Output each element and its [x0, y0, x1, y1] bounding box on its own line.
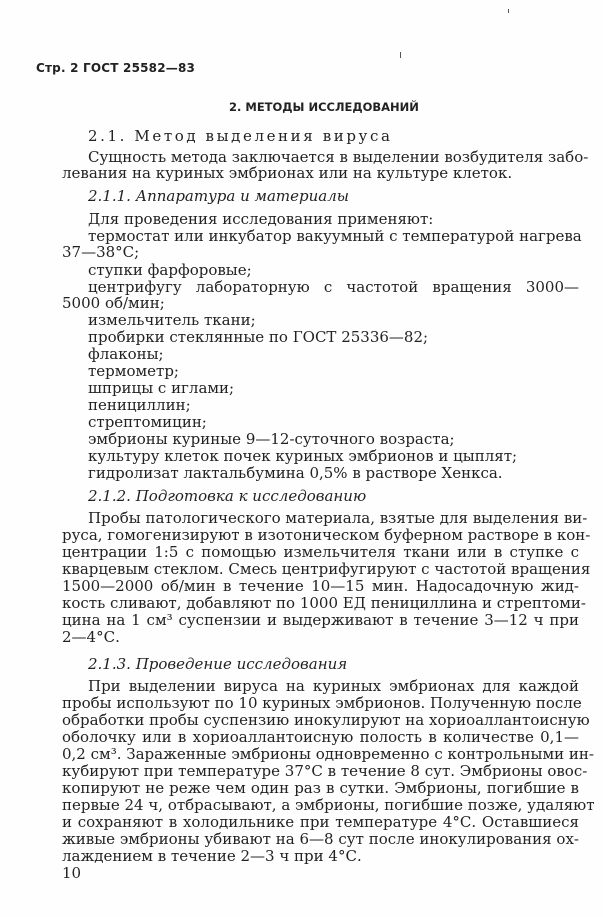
paragraph-line: 2—4°С. — [62, 628, 120, 646]
list-item: стрептомицин; — [88, 413, 207, 431]
subsection-title-2-1: 2.1. Метод выделения вируса — [88, 127, 393, 145]
section-title: 2. МЕТОДЫ ИССЛЕДОВАНИЙ — [229, 100, 419, 114]
list-item: флаконы; — [88, 345, 164, 363]
list-item: центрифугу лабораторную с частотой вращения 3000— — [88, 278, 579, 296]
list-item: измельчитель ткани; — [88, 311, 256, 329]
page-number: 10 — [62, 864, 82, 882]
list-item: 5000 об/мин; — [62, 294, 165, 312]
subsection-title-2-1-3: 2.1.3. Проведение исследования — [88, 655, 348, 673]
paragraph-line: Пробы патологического материала, взятые для выделения ви- — [88, 509, 588, 527]
paragraph-line: руса, гомогенизируют в изотоническом буферном растворе в кон- — [62, 526, 591, 544]
paragraph-line: цина на 1 см³ суспензии и выдерживают в течение 3—12 ч при — [62, 611, 579, 629]
paragraph-line: кубируют при температуре 37°С в течение 8 сут. Эмбрионы овос- — [62, 762, 588, 780]
paragraph-line: первые 24 ч, отбрасывают, а эмбрионы, погибшие позже, удаляют — [62, 796, 595, 814]
paragraph-line: 1500—2000 об/мин в течение 10—15 мин. Надосадочную жид- — [62, 577, 579, 595]
paragraph-line: левания на куриных эмбрионах или на культуре клеток. — [62, 164, 513, 182]
subsection-title-2-1-2: 2.1.2. Подготовка к исследованию — [88, 487, 367, 505]
scan-mark — [400, 52, 401, 58]
paragraph-line: обработки пробы суспензию инокулируют на хориоаллантоисную — [62, 711, 590, 729]
paragraph-line: живые эмбрионы убивают на 6—8 сут после инокулирования ох- — [62, 830, 579, 848]
paragraph-line: 0,2 см³. Зараженные эмбрионы одновременно с контрольными ин- — [62, 745, 594, 763]
paragraph-line: пробы используют по 10 куриных эмбрионов. Полученную после — [62, 694, 582, 712]
subsection-title-2-1-1: 2.1.1. Аппаратура и материалы — [88, 187, 349, 205]
list-item: культуру клеток почек куриных эмбрионов и цыплят; — [88, 447, 518, 465]
paragraph-line: центрации 1:5 с помощью измельчителя ткани или в ступке с — [62, 543, 579, 561]
paragraph-line: кость сливают, добавляют по 1000 ЕД пенициллина и стрептоми- — [62, 594, 586, 612]
paragraph-line: Сущность метода заключается в выделении возбудителя забо- — [88, 148, 589, 166]
page-header: Стр. 2 ГОСТ 25582—83 — [36, 61, 196, 75]
scan-mark — [508, 9, 509, 13]
list-item: эмбрионы куриные 9—12-суточного возраста; — [88, 430, 455, 448]
paragraph-line: и сохраняют в холодильнике при температуре 4°С. Оставшиеся — [62, 813, 579, 831]
list-item: гидролизат лактальбумина 0,5% в растворе Хенкса. — [88, 464, 503, 482]
list-item: пробирки стеклянные по ГОСТ 25336—82; — [88, 328, 429, 346]
list-item: ступки фарфоровые; — [88, 261, 252, 279]
paragraph-line: При выделении вируса на куриных эмбрионах для каждой — [88, 677, 579, 695]
paragraph-line: копируют не реже чем один раз в сутки. Эмбрионы, погибшие в — [62, 779, 579, 797]
paragraph-line: кварцевым стеклом. Смесь центрифугируют с частотой вращения — [62, 560, 591, 578]
list-item: термостат или инкубатор вакуумный с температурой нагрева — [88, 227, 582, 245]
paragraph-line: оболочку или в хориоаллантоисную полость в количестве 0,1— — [62, 728, 579, 746]
list-item: 37—38°С; — [62, 243, 140, 261]
list-intro: Для проведения исследования применяют: — [88, 210, 434, 228]
paragraph-line: лаждением в течение 2—3 ч при 4°С. — [62, 847, 362, 865]
list-item: термометр; — [88, 362, 179, 380]
list-item: пенициллин; — [88, 396, 191, 414]
list-item: шприцы с иглами; — [88, 379, 235, 397]
